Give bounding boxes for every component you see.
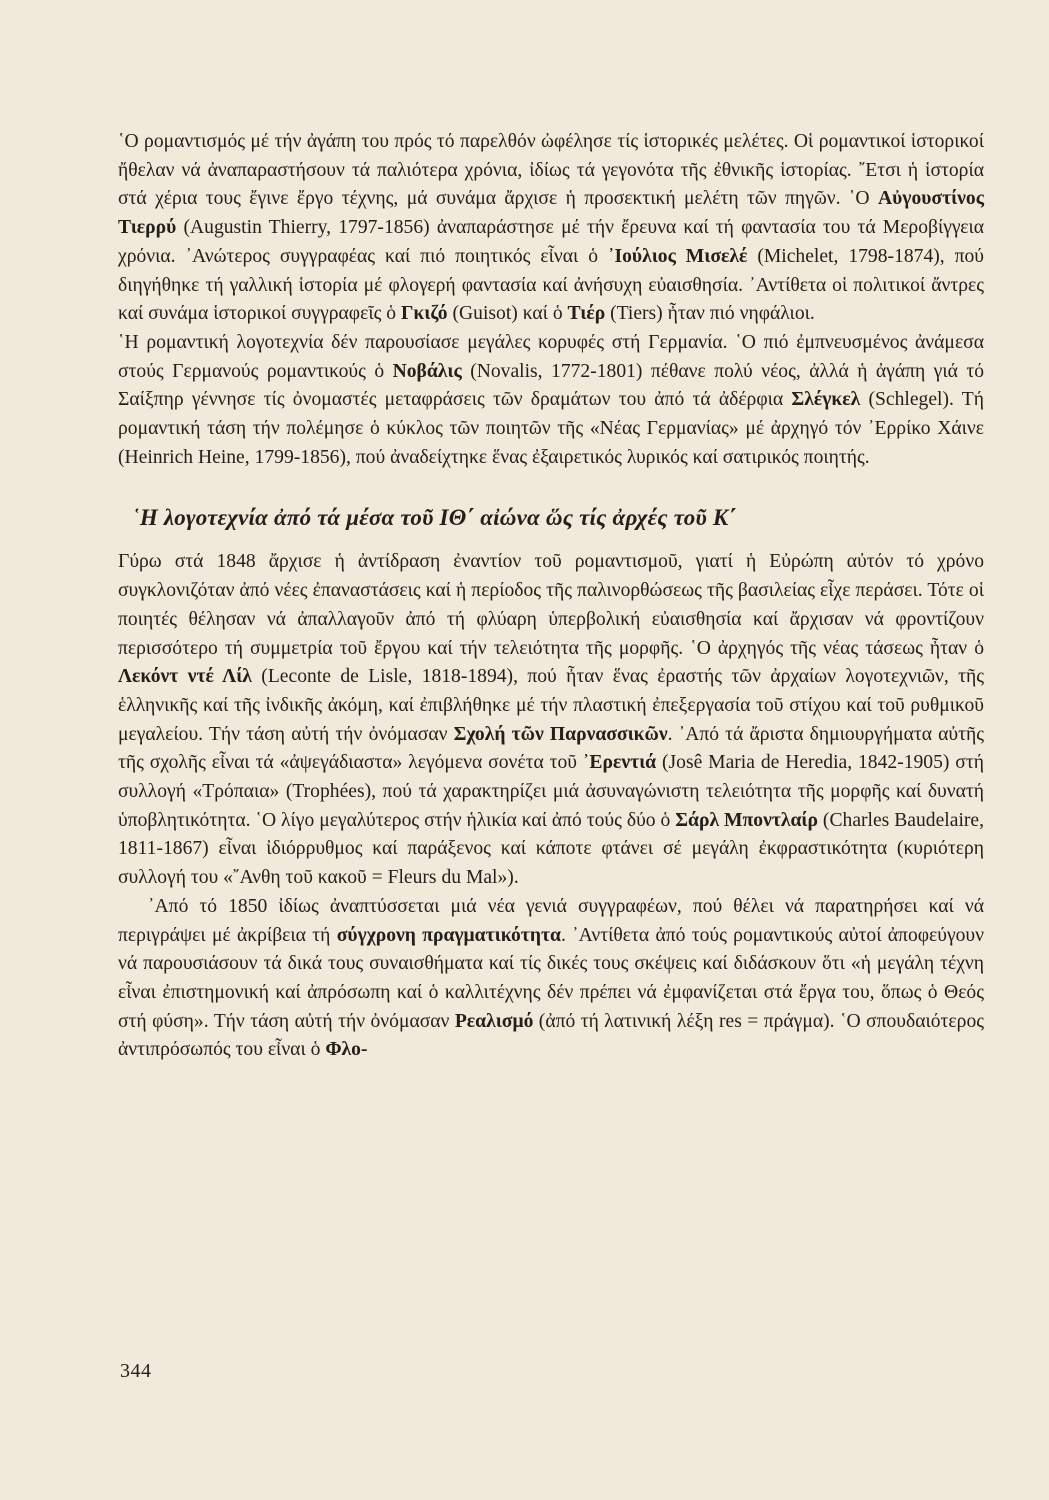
bold-name: Σχολή τῶν Παρνασσικῶν	[453, 723, 668, 745]
bold-name: Λεκόντ ντέ Λίλ	[118, 666, 252, 688]
paragraph-romanticism-history	[118, 128, 984, 329]
page-text	[118, 128, 984, 1065]
text-run: (Novalis, 1772-1801) πέθανε πολύ νέος, ἀλλά ἡ ἀγάπη γιά τό Σαίξπηρ γέννησε τίς ὀνομαστές μεταφράσεις τῶν δραμάτων του ἀπό τά ἀδέρφια	[118, 360, 984, 411]
bold-name: Τιέρ	[567, 303, 606, 325]
section-romanticism	[118, 128, 984, 472]
bold-name: ᾿Ιούλιος Μισελέ	[607, 245, 748, 267]
text-run: (ἀπό τή λατινική λέξη res = πράγμα). ῾Ο σπουδαιότερος ἀντιπρόσωπός του εἶναι ὁ	[118, 1010, 984, 1061]
bold-name: σύγχρονη πραγματικότητα	[336, 924, 561, 946]
text-run: (Michelet, 1798-1874), πού διηγήθηκε τή γαλλική ἱστορία μέ φλογερή φαντασία καί ἀνήσυχη εὐαισθησία. ᾿Αντίθετα οἱ πολιτικοί ἄντρες καί συνάμα ἱστορικοί συγγραφεῖς ὁ	[118, 245, 984, 325]
section-realism	[118, 548, 984, 1065]
page-number: 344	[120, 1360, 152, 1382]
text-run: (Leconte de Lisle, 1818-1894), πού ἦταν ἕνας ἐραστής τῶν ἀρχαίων λογοτεχνιῶν, τῆς ἑλληνικῆς καί τῆς ἰνδικῆς ἀκόμη, καί ἐπιβλήθηκε μέ τήν πλαστική ἐπεξεργασία τοῦ στίχου καί τοῦ ρυθμικοῦ μεγαλείου. Τήν τάση αὐτή τήν ὀνόμασαν	[118, 666, 984, 745]
bold-name: Σάρλ Μποντλαίρ	[675, 809, 818, 831]
paragraph-parnassians	[118, 548, 984, 892]
text-run: . ᾿Από τά ἄριστα δημιουργήματα αὐτῆς τῆς σχολῆς εἶναι τά «ἀψεγάδιαστα» λεγόμενα σονέτα τοῦ	[118, 723, 984, 774]
text-run: ῾Ο ρομαντισμός μέ τήν ἀγάπη του πρός τό παρελθόν ὠφέλησε τίς ἱστορικές μελέτες. Οἱ ρομαντικοί ἱστορικοί ἤθελαν νά ἀναπαραστήσουν τά παλιότερα χρόνια, ἰδίως τά γεγονότα τῆς ἐθνικῆς ἱστορίας. ῎Ετσι ἡ ἱστορία στά χέρια τους ἔγινε ἔργο τέχνης, μά συνάμα ἄρχισε ἡ προσεκτική μελέτη τῶν πηγῶν. ῾Ο	[118, 131, 984, 210]
bold-name: Σλέγκελ	[791, 389, 861, 411]
paragraph-german-romanticism	[118, 329, 984, 473]
bold-name: Αὐγουστίνος Τιερρύ	[118, 188, 984, 239]
text-run: (Charles Baudelaire, 1811-1867) εἶναι ἰδιόρρυθμος καί παράξενος καί κάποτε φτάνει σέ μεγάλη ἐκφραστικότητα (κυριότερη συλλογή του «῎Ανθη τοῦ κακοῦ = Fleurs du Mal»).	[118, 809, 985, 889]
bold-name: Ρεαλισμό	[454, 1010, 534, 1032]
text-run: ῾Η ρομαντική λογοτεχνία δέν παρουσίασε μεγάλες κορυφές στή Γερμανία. ῾Ο πιό ἐμπνευσμένος ἀνάμεσα στούς Γερμανούς ρομαντικούς ὁ	[118, 331, 984, 382]
text-run: (Augustin Thierry, 1797-1856) ἀναπαράστησε μέ τήν ἔρευνα καί τή φαντασία του τά Μεροβίγγεια χρόνια. ᾿Ανώτερος συγγραφέας καί πιό ποιητικός εἶναι ὁ	[118, 217, 984, 267]
bold-name: Φλο-	[325, 1039, 368, 1061]
paragraph-realism	[118, 893, 984, 1065]
text-run: ᾿Από τό 1850 ἰδίως ἀναπτύσσεται μιά νέα γενιά συγγραφέων, πού θέλει νά παρατηρήσει καί νά περιγράψει μέ ἀκρίβεια τή	[118, 895, 984, 946]
text-run: . ᾿Αντίθετα ἀπό τούς ρομαντικούς αὐτοί ἀποφεύγουν νά παρουσιάσουν τά δικά τους συναισθήματα καί τίς δικές τους σκέψεις καί διδάσκουν ὅτι «ἡ μεγάλη τέχνη εἶναι ἐπιστημονική καί ἀπρόσωπη καί ὁ καλλιτέχνης δέν πρέπει νά ἐμφανίζεται στά ἔργα του, ὅπως ὁ Θεός στή φύση». Τήν τάση αὐτή τήν ὀνόμασαν	[118, 924, 984, 1032]
text-run: (Guisot) καί ὁ	[447, 303, 568, 325]
text-run: (Schlegel). Τή ρομαντική τάση τήν πολέμησε ὁ κύκλος τῶν ποιητῶν τῆς «Νέας Γερμανίας» μέ ἀρχηγό τόν ᾿Ερρίκο Χάινε (Heinrich Heine, 1799-1856), πού ἀναδείχτηκε ἕνας ἐξαιρετικός λυρικός καί σατιρικός ποιητής.	[118, 389, 984, 468]
bold-name: ᾿Ερεντιά	[582, 752, 657, 774]
section-heading: ῾Η λογοτεχνία ἀπό τά μέσα τοῦ ΙΘ΄ αἰώνα ὥς τίς ἀρχές τοῦ Κ΄	[132, 505, 737, 531]
text-run: (Tiers) ἦταν πιό νηφάλιοι.	[605, 303, 815, 325]
text-run: (Josê Maria de Heredia, 1842-1905) στή συλλογή «Τρόπαια» (Trophées), πού τά χαρακτηρίζει μιά ἀσυναγώνιστη τελειότητα τῆς μορφῆς καί δυνατή ὑποβλητικότητα. ῾Ο λίγο μεγαλύτερος στήν ἡλικία καί ἀπό τούς δύο ὁ	[118, 752, 984, 831]
bold-name: Νοβάλις	[392, 360, 462, 382]
bold-name: Γκιζό	[400, 303, 448, 325]
text-run: Γύρω στά 1848 ἄρχισε ἡ ἀντίδραση ἐναντίον τοῦ ρομαντισμοῦ, γιατί ἡ Εὐρώπη αὐτόν τό χρόνο συγκλονιζόταν ἀπό νέες ἐπαναστάσεις καί ἡ περίοδος τῆς παλινορθώσεως τῆς βασιλείας εἶχε περάσει. Τότε οἱ ποιητές θέλησαν νά ἀπαλλαγοῦν ἀπό τή φλύαρη ὑπερβολική εὐαισθησία καί ἄρχισαν νά φροντίζουν περισσότερο τή συμμετρία τοῦ ἔργου καί τήν τελειότητα τῆς μορφῆς. ῾Ο ἀρχηγός τῆς νέας τάσεως ἦταν ὁ	[118, 551, 984, 659]
